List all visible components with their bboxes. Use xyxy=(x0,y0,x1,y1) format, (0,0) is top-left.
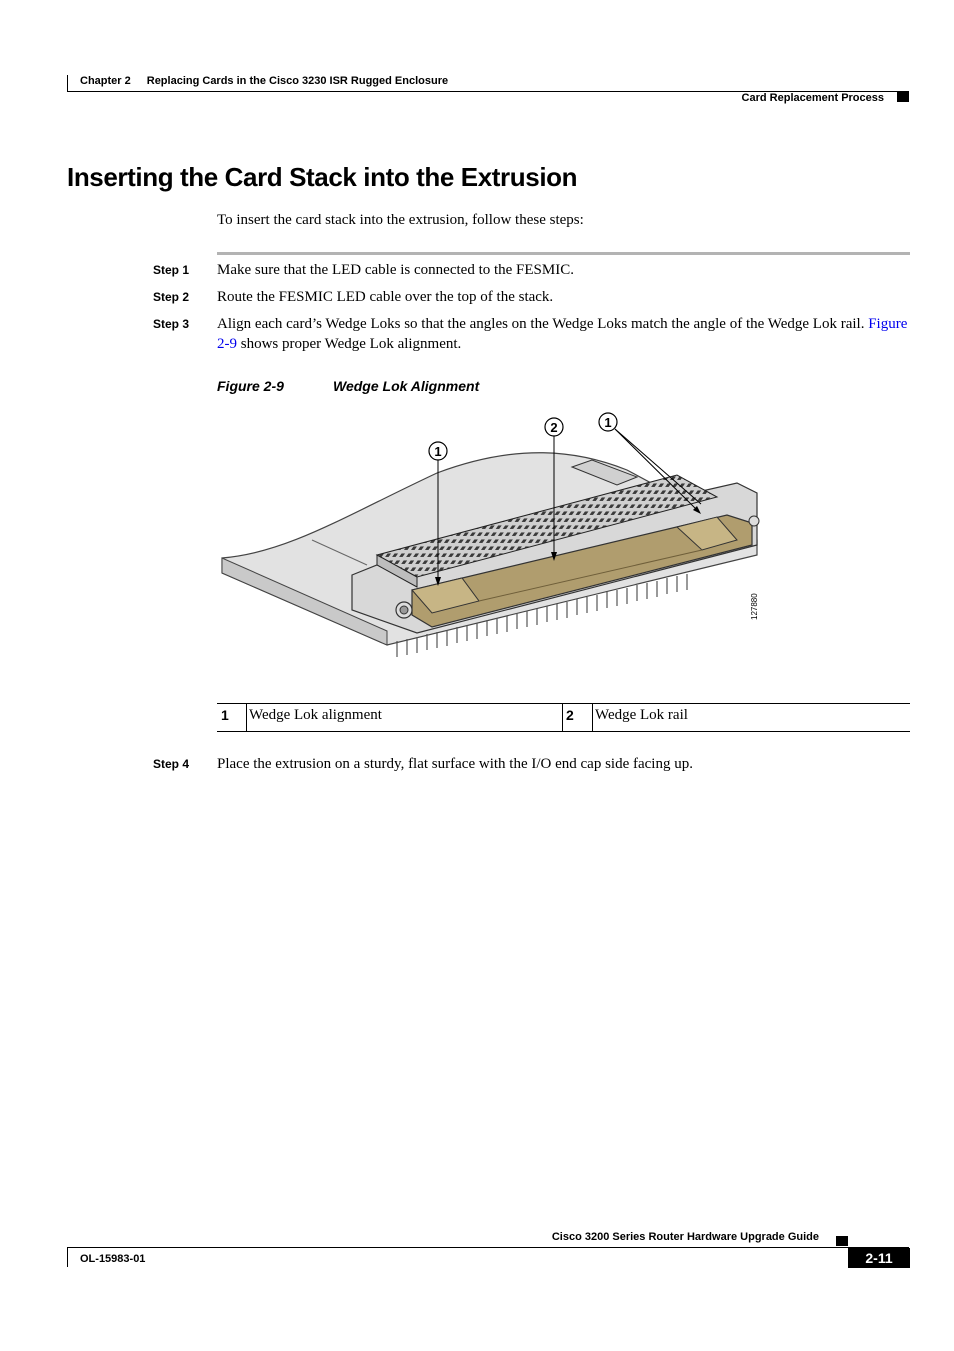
footer-left-bar xyxy=(67,1247,68,1267)
figure-art-id: 127880 xyxy=(750,593,759,620)
intro-text: To insert the card stack into the extrusion, follow these steps: xyxy=(217,212,584,228)
header-chapter xyxy=(80,75,448,87)
step-1-label: Step 1 xyxy=(153,263,190,277)
legend-divider xyxy=(592,704,593,731)
step-3-text-start: Align each card’s Wedge Loks so that the angles on the Wedge Loks match the angle of the Wedge Lok rail. xyxy=(217,316,869,332)
step-3-text-end: shows proper Wedge Lok alignment. xyxy=(237,336,462,352)
step-3-label: Step 3 xyxy=(153,317,190,331)
callout-2-label: 2 xyxy=(550,420,558,435)
wedge-lok-figure xyxy=(217,405,777,670)
legend-divider xyxy=(246,704,247,731)
steps-rule xyxy=(217,252,910,255)
legend-text-2: Wedge Lok rail xyxy=(595,707,688,723)
callout-1-left-label: 1 xyxy=(434,444,442,459)
header-section: Card Replacement Process xyxy=(741,92,884,104)
step-1-text: Make sure that the LED cable is connected to the FESMIC. xyxy=(217,262,574,278)
legend-divider xyxy=(562,704,563,731)
legend-text-1: Wedge Lok alignment xyxy=(249,707,382,723)
figure-number: Figure 2-9 xyxy=(217,378,284,394)
legend-table xyxy=(217,703,910,732)
card-stack-drawing xyxy=(222,453,759,657)
page-number: 2-11 xyxy=(848,1248,910,1268)
footer-guide-title: Cisco 3200 Series Router Hardware Upgrade Guide xyxy=(551,1231,819,1243)
header-left-bar xyxy=(67,75,68,92)
step-3-text xyxy=(217,314,910,354)
footer-doc-number: OL-15983-01 xyxy=(80,1253,146,1265)
figure-title: Wedge Lok Alignment xyxy=(333,378,480,394)
legend-num-1: 1 xyxy=(221,707,229,723)
header-marker xyxy=(897,92,909,102)
chapter-title: Replacing Cards in the Cisco 3230 ISR Rugged Enclosure xyxy=(146,75,449,87)
step-4-text: Place the extrusion on a sturdy, flat surface with the I/O end cap side facing up. xyxy=(217,756,693,772)
callout-1-right-label: 1 xyxy=(604,415,612,430)
step-4-label: Step 4 xyxy=(153,757,190,771)
footer-rule xyxy=(67,1247,909,1248)
figure-link[interactable]: Figure 2-9 xyxy=(217,316,908,352)
page-title: Inserting the Card Stack into the Extrusion xyxy=(67,162,578,192)
step-2-text: Route the FESMIC LED cable over the top of the stack. xyxy=(217,289,554,305)
footer-marker xyxy=(836,1236,848,1246)
legend-num-2: 2 xyxy=(566,707,574,723)
step-2-label: Step 2 xyxy=(153,290,190,304)
chapter-number: Chapter 2 xyxy=(80,75,131,87)
